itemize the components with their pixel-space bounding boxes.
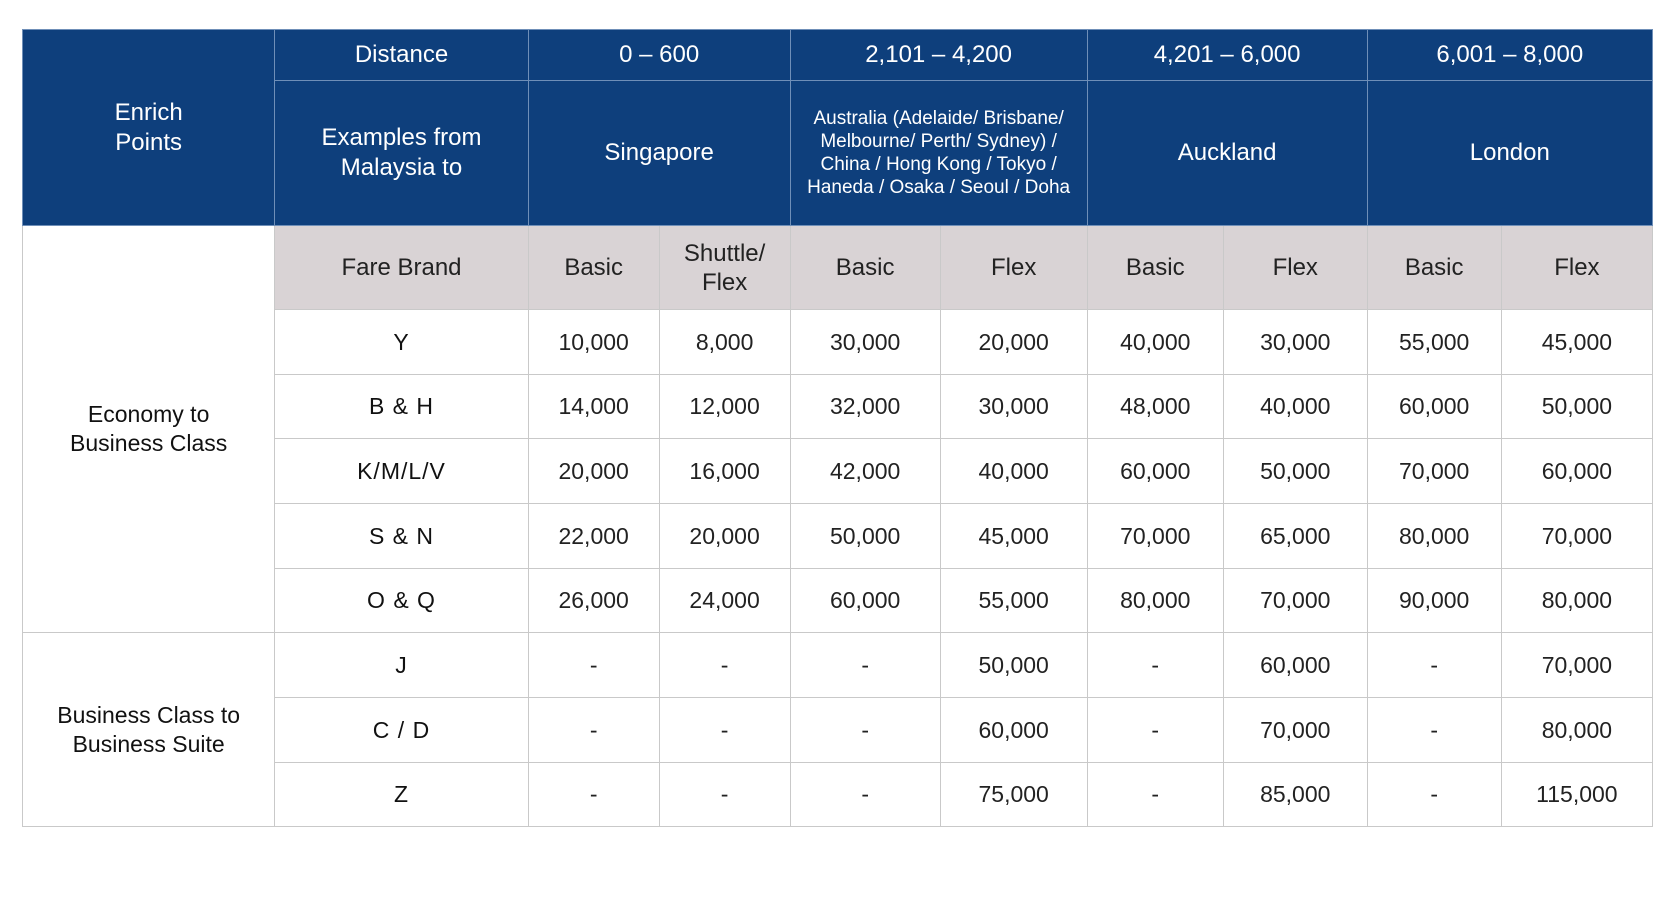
distance-header-row <box>23 30 1653 81</box>
enrich-points-header <box>23 30 275 226</box>
points-cell: 55,000 <box>940 569 1087 633</box>
points-cell: 24,000 <box>659 569 790 633</box>
fare-brand-cell: Basic <box>528 226 659 310</box>
booking-class-code: O & Q <box>275 569 528 633</box>
example-zone-2: Australia (Adelaide/ Brisbane/ Melbourne/ Perth/ Sydney) / China / Hong Kong / Tokyo / Haneda / Osaka / Seoul / Doha <box>790 81 1087 226</box>
group-economy-to-business <box>23 226 275 633</box>
points-cell: - <box>659 763 790 827</box>
points-cell: 60,000 <box>1501 439 1652 504</box>
example-zone-4: London <box>1367 81 1652 226</box>
points-cell: 80,000 <box>1087 569 1223 633</box>
points-cell: 30,000 <box>790 310 940 375</box>
points-cell: 48,000 <box>1087 375 1223 439</box>
points-cell: 16,000 <box>659 439 790 504</box>
points-cell: - <box>659 698 790 763</box>
examples-header <box>275 81 528 226</box>
points-cell: 22,000 <box>528 504 659 569</box>
points-cell: 80,000 <box>1501 698 1652 763</box>
points-cell: 20,000 <box>659 504 790 569</box>
booking-class-code: S & N <box>275 504 528 569</box>
points-cell: 30,000 <box>940 375 1087 439</box>
points-cell: 45,000 <box>1501 310 1652 375</box>
fare-brand-text: Shuttle/ Flex <box>683 239 766 296</box>
points-cell: - <box>659 633 790 698</box>
points-cell: 60,000 <box>1223 633 1367 698</box>
distance-zone-1: 0 – 600 <box>528 30 790 81</box>
points-cell: - <box>790 763 940 827</box>
points-cell: 10,000 <box>528 310 659 375</box>
points-cell: 20,000 <box>528 439 659 504</box>
points-cell: 80,000 <box>1501 569 1652 633</box>
points-cell: 50,000 <box>1223 439 1367 504</box>
points-cell: 30,000 <box>1223 310 1367 375</box>
group-label: Economy to Business Class <box>70 401 228 456</box>
points-cell: 55,000 <box>1367 310 1501 375</box>
points-cell: 40,000 <box>1223 375 1367 439</box>
enrich-points-label: Enrich Points <box>114 98 183 156</box>
examples-label: Examples from Malaysia to <box>321 124 482 181</box>
points-cell: 50,000 <box>1501 375 1652 439</box>
distance-zone-4: 6,001 – 8,000 <box>1367 30 1652 81</box>
points-cell: - <box>528 763 659 827</box>
points-cell: - <box>1367 698 1501 763</box>
points-cell: 14,000 <box>528 375 659 439</box>
example-zone-3: Auckland <box>1087 81 1367 226</box>
points-cell: 45,000 <box>940 504 1087 569</box>
points-cell: 115,000 <box>1501 763 1652 827</box>
points-cell: 80,000 <box>1367 504 1501 569</box>
booking-class-code: C / D <box>275 698 528 763</box>
points-cell: 85,000 <box>1223 763 1367 827</box>
points-cell: 32,000 <box>790 375 940 439</box>
points-cell: 60,000 <box>790 569 940 633</box>
points-cell: 60,000 <box>1087 439 1223 504</box>
points-cell: 90,000 <box>1367 569 1501 633</box>
fare-brand-header: Fare Brand <box>275 226 528 310</box>
booking-class-code: K/M/L/V <box>275 439 528 504</box>
distance-zone-2: 2,101 – 4,200 <box>790 30 1087 81</box>
table-row <box>23 633 1653 698</box>
fare-brand-cell: Basic <box>1087 226 1223 310</box>
enrich-points-table <box>22 29 1653 827</box>
distance-header: Distance <box>275 30 528 81</box>
points-cell: - <box>790 698 940 763</box>
points-cell: 60,000 <box>1367 375 1501 439</box>
fare-brand-cell: Basic <box>1367 226 1501 310</box>
fare-brand-cell: Flex <box>1223 226 1367 310</box>
points-cell: 70,000 <box>1223 698 1367 763</box>
fare-brand-cell: Flex <box>940 226 1087 310</box>
fare-brand-row <box>23 226 1653 310</box>
points-cell: 50,000 <box>790 504 940 569</box>
points-cell: - <box>528 698 659 763</box>
booking-class-code: Z <box>275 763 528 827</box>
booking-class-code: J <box>275 633 528 698</box>
fare-brand-cell: Basic <box>790 226 940 310</box>
distance-zone-3: 4,201 – 6,000 <box>1087 30 1367 81</box>
example-zone-1: Singapore <box>528 81 790 226</box>
points-cell: 60,000 <box>940 698 1087 763</box>
points-cell: - <box>1087 633 1223 698</box>
points-cell: 40,000 <box>940 439 1087 504</box>
points-cell: 42,000 <box>790 439 940 504</box>
points-cell: 8,000 <box>659 310 790 375</box>
fare-brand-cell: Flex <box>1501 226 1652 310</box>
points-cell: - <box>1087 763 1223 827</box>
points-cell: - <box>1087 698 1223 763</box>
points-cell: 40,000 <box>1087 310 1223 375</box>
points-cell: 70,000 <box>1501 504 1652 569</box>
points-cell: 70,000 <box>1501 633 1652 698</box>
fare-brand-cell <box>659 226 790 310</box>
points-cell: 70,000 <box>1367 439 1501 504</box>
booking-class-code: B & H <box>275 375 528 439</box>
group-business-to-suite <box>23 633 275 827</box>
points-cell: 75,000 <box>940 763 1087 827</box>
booking-class-code: Y <box>275 310 528 375</box>
points-cell: 12,000 <box>659 375 790 439</box>
points-cell: - <box>1367 633 1501 698</box>
group-label: Business Class to Business Suite <box>57 701 241 757</box>
points-cell: 70,000 <box>1087 504 1223 569</box>
points-cell: 65,000 <box>1223 504 1367 569</box>
points-cell: - <box>528 633 659 698</box>
points-cell: 70,000 <box>1223 569 1367 633</box>
points-cell: 50,000 <box>940 633 1087 698</box>
points-cell: 26,000 <box>528 569 659 633</box>
points-cell: - <box>1367 763 1501 827</box>
points-cell: - <box>790 633 940 698</box>
points-cell: 20,000 <box>940 310 1087 375</box>
